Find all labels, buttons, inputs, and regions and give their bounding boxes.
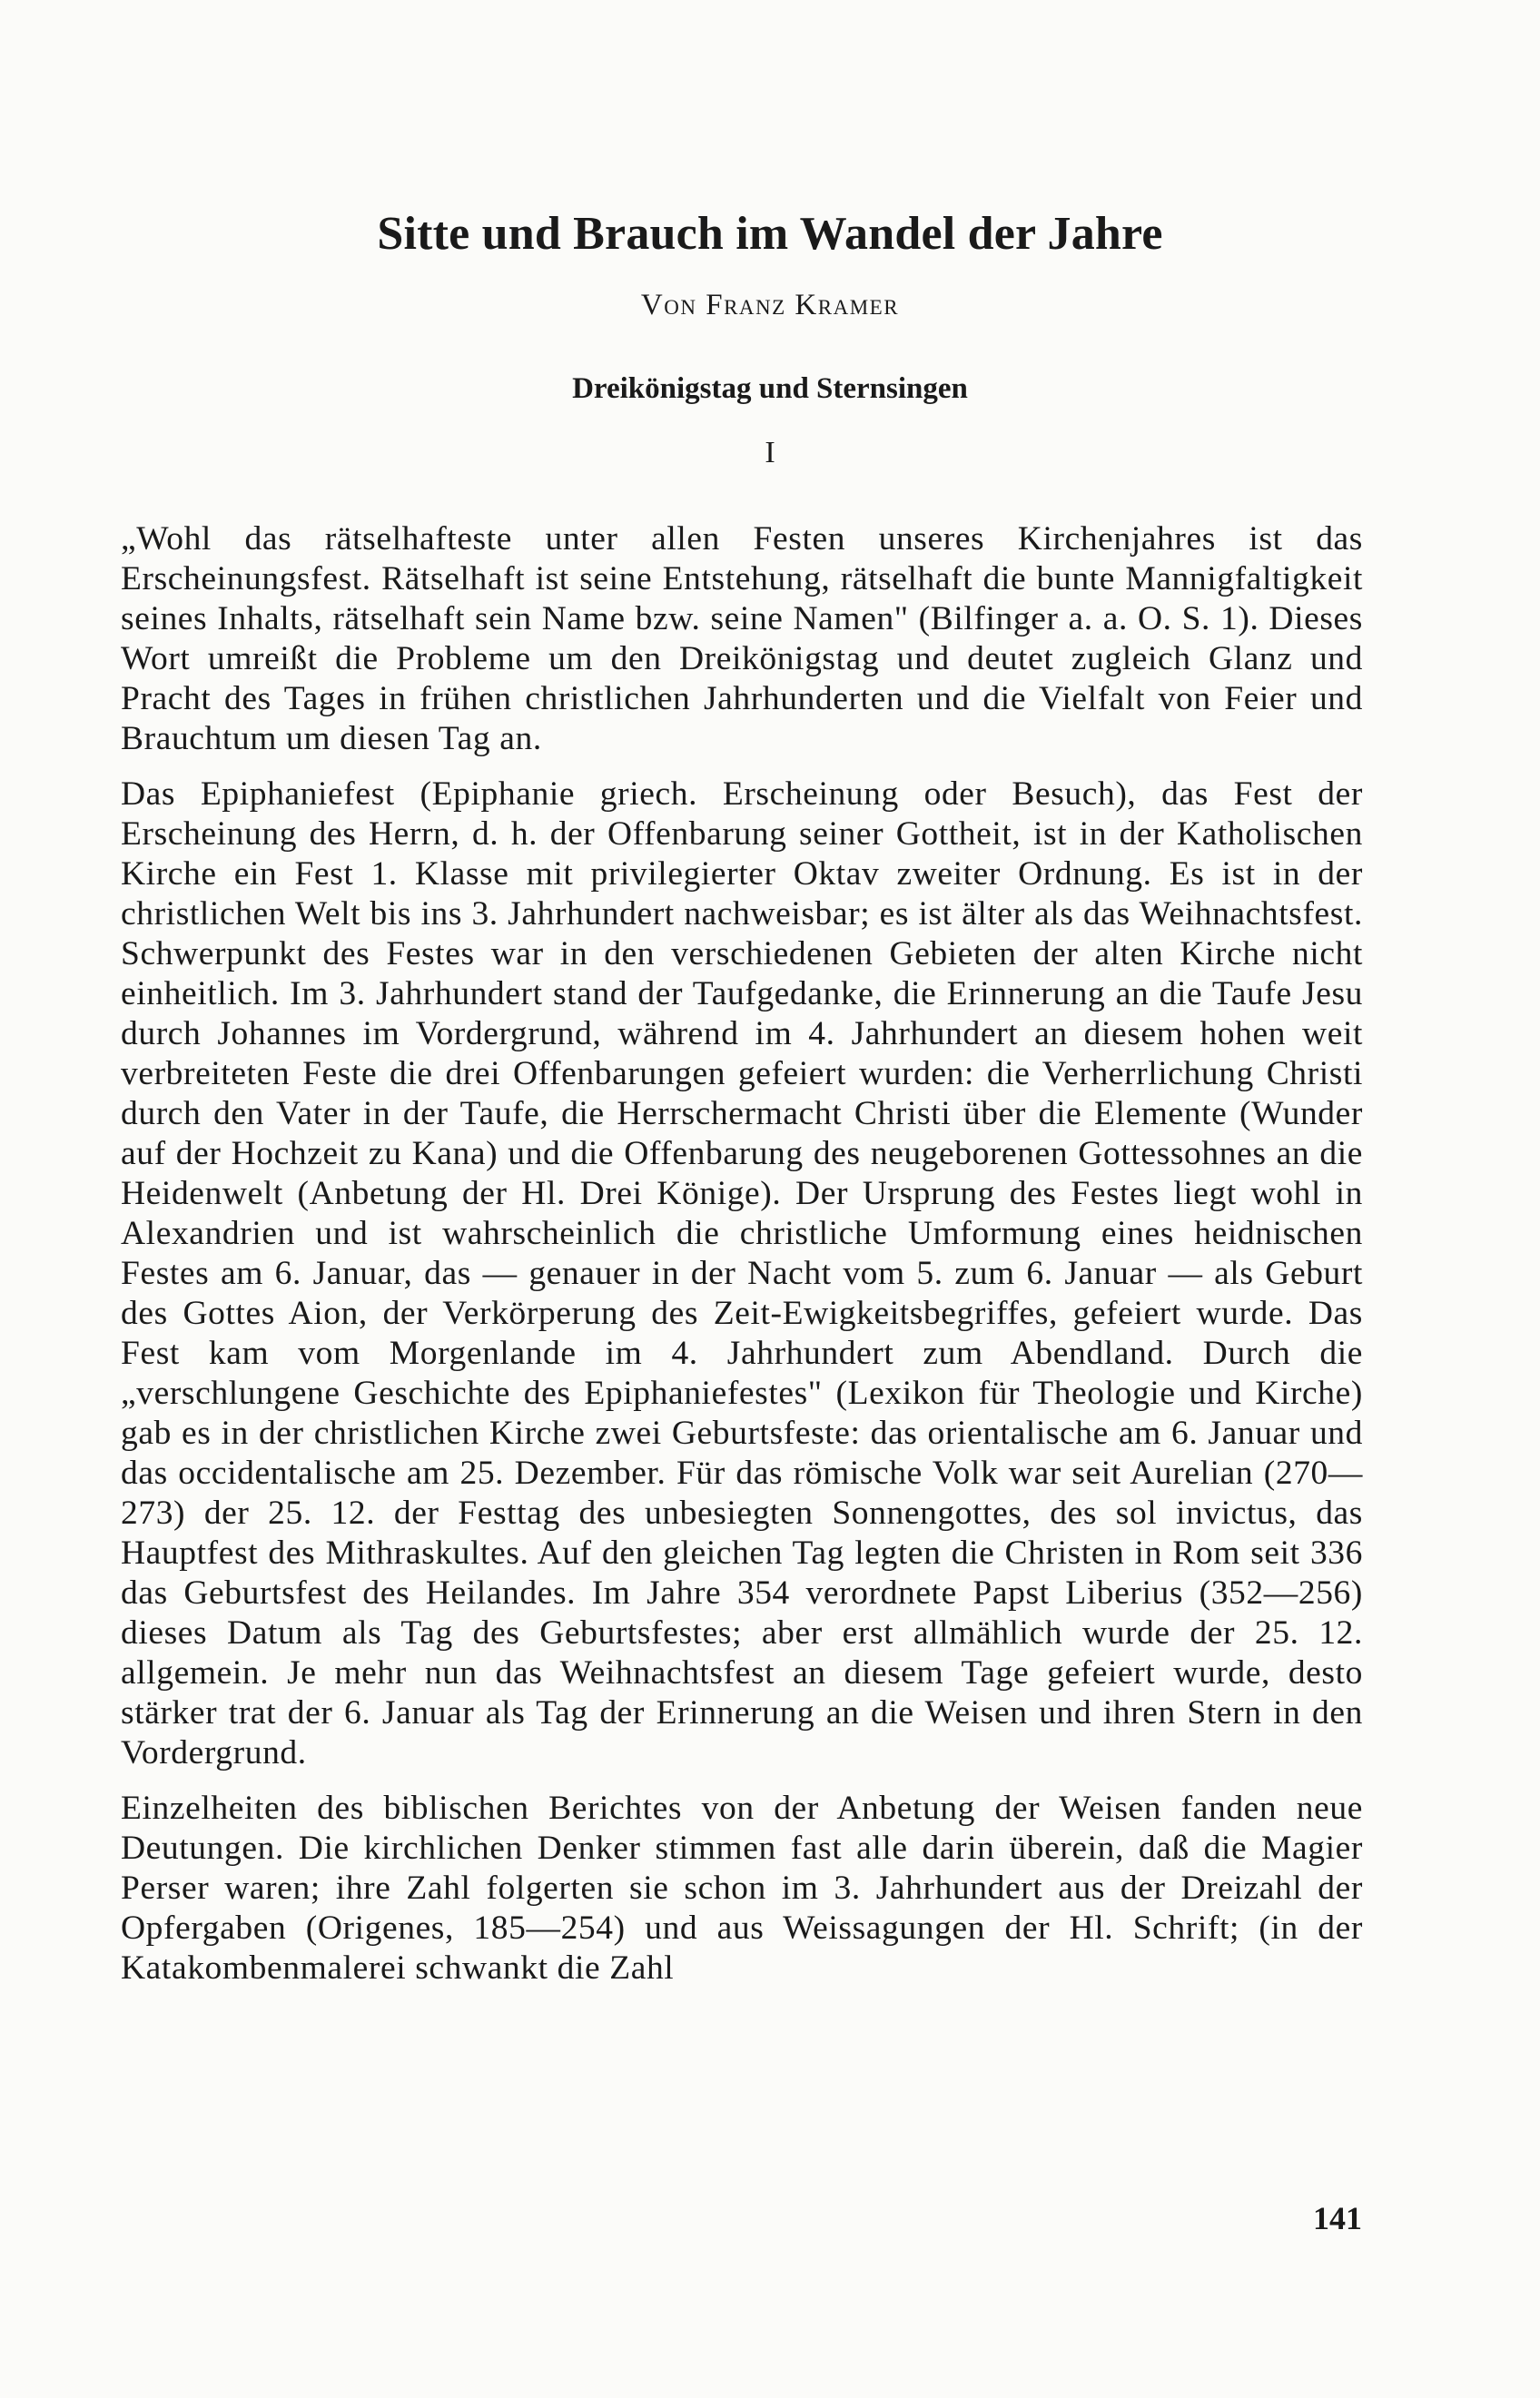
paragraph-1: „Wohl das rätselhafteste unter allen Festen unseres Kirchenjahres ist das Erscheinungsfest. Rätselhaft ist seine Entstehung, rätselhaft die bunte Mannigfaltigkeit seines Inhalts, rätselhaft sein Name bzw. seine Namen" (Bilfinger a. a. O. S. 1). Dieses Wort umreißt die Probleme um den Dreikönigstag und deutet zugleich Glanz und Pracht des Tages in frühen christlichen Jahrhunderten und die Vielfalt von Feier und Brauchtum um diesen Tag an. [121,520,1363,757]
paragraph-3: Einzelheiten des biblischen Berichtes von der Anbetung der Weisen fanden neue Deutungen. Die kirchlichen Denker stimmen fast alle darin überein, daß die Magier Perser waren; ihre Zahl folgerten sie schon im 3. Jahrhundert aus der Dreizahl der Opfergaben (Origenes, 185—254) und aus Weissagungen der Hl. Schrift; (in der Katakombenmalerei schwankt die Zahl [121,1790,1363,1987]
section-number: I [765,436,775,469]
article-author: Von Franz Kramer [640,289,900,321]
paragraph-2: Das Epiphaniefest (Epiphanie griech. Erscheinung oder Besuch), das Fest der Erscheinung des Herrn, d. h. der Offenbarung seiner Gottheit, ist in der Katholischen Kirche ein Fest 1. Klasse mit privilegierter Oktav zweiter Ordnung. Es ist in der christlichen Welt bis ins 3. Jahrhundert nachweisbar; es ist älter als das Weihnachtsfest. Schwerpunkt des Festes war in den verschiedenen Gebieten der alten Kirche nicht einheitlich. Im 3. Jahrhundert stand der Taufgedanke, die Erinnerung an die Taufe Jesu durch Johannes im Vordergrund, während im 4. Jahrhundert an diesem hohen weit verbreiteten Feste die drei Offenbarungen gefeiert wurden: die Verherrlichung Christi durch den Vater in der Taufe, die Herrschermacht Christi über die Elemente (Wunder auf der Hochzeit zu Kana) und die Offenbarung des neugeborenen Gottessohnes an die Heidenwelt (Anbetung der Hl. Drei Könige). Der Ursprung des Festes liegt wohl in Alexandrien und ist wahrscheinlich die christliche Umformung eines heidnischen Festes am 6. Januar, das — genauer in der Nacht vom 5. zum 6. Januar — als Geburt des Gottes Aion, der Verkörperung des Zeit-Ewigkeitsbegriffes, gefeiert wurde. Das Fest kam vom Morgenlande im 4. Jahrhundert zum Abendland. Durch die „verschlungene Geschichte des Epiphaniefestes" (Lexikon für Theologie und Kirche) gab es in der christlichen Kirche zwei Geburtsfeste: das orientalische am 6. Januar und das occidentalische am 25. Dezember. Für das römische Volk war seit Aurelian (270—273) der 25. 12. der Festtag des unbesiegten Sonnengottes, des sol invictus, das Hauptfest des Mithraskultes. Auf den gleichen Tag legten die Christen in Rom seit 336 das Geburtsfest des Heilandes. Im Jahre 354 verordnete Papst Liberius (352—256) dieses Datum als Tag des Geburtsfestes; aber erst allmählich wurde der 25. 12. allgemein. Je mehr nun das Weihnachtsfest an diesem Tage gefeiert wurde, desto stärker trat der 6. Januar als Tag der Erinnerung an die Weisen und ihren Stern in den Vordergrund. [121,775,1363,1771]
article-title: Sitte und Brauch im Wandel der Jahre [377,208,1163,260]
article-body [121,519,1363,2004]
page-number: 141 [1313,2200,1362,2236]
section-heading: Dreikönigstag und Sternsingen [572,372,968,405]
